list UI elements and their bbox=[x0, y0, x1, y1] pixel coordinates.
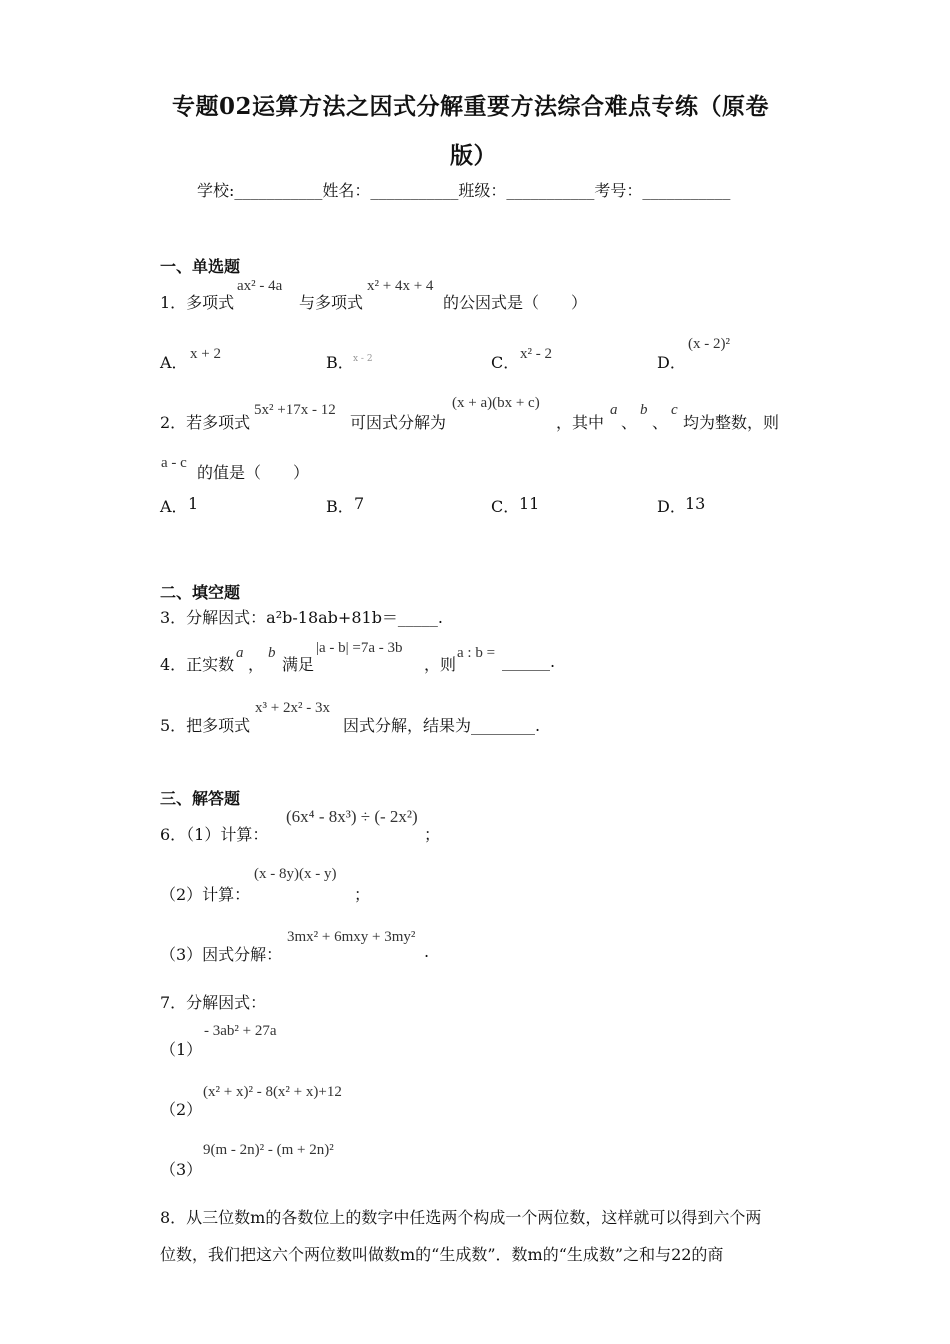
q5-expression: x³ + 2x² - 3x bbox=[255, 700, 330, 716]
q7-prefix: 7．分解因式： bbox=[160, 993, 267, 1012]
q6-part-3-end: . bbox=[424, 942, 430, 961]
section-heading-single-choice: 一、单选题 bbox=[160, 257, 241, 276]
q1-option-a-expression: x + 2 bbox=[190, 346, 221, 362]
q2-prefix: 2．若多项式 bbox=[160, 413, 251, 432]
q2-option-c-value: 11 bbox=[519, 494, 540, 513]
q2-expression-3: a - c bbox=[161, 455, 187, 471]
q5-prefix: 5．把多项式 bbox=[160, 716, 251, 735]
q2-separator-2: 、 bbox=[652, 413, 669, 432]
q7-part-2-expression: (x² + x)² - 8(x² + x)+12 bbox=[203, 1084, 342, 1100]
q2-tail-1: ，其中 bbox=[556, 413, 605, 432]
q4-expression: |a - b| =7a - 3b bbox=[316, 640, 403, 656]
q8-line-2: 位数，我们把这六个两位数叫做数m的“生成数”．数m的“生成数”之和与22的商 bbox=[160, 1245, 724, 1264]
q4-prefix: 4．正实数 bbox=[160, 655, 235, 674]
q2-expression-1: 5x² +17x - 12 bbox=[254, 402, 336, 418]
q2-tail-3: 的值是（ ） bbox=[197, 463, 310, 482]
section-heading-fill-in: 二、填空题 bbox=[160, 583, 241, 602]
q1-connector: 与多项式 bbox=[299, 293, 364, 312]
q6-part-1-expression: (6x⁴ - 8x³) ÷ (- 2x²) bbox=[286, 807, 418, 826]
q6-part-3-label: （3）因式分解： bbox=[160, 945, 283, 964]
q2-var-b: b bbox=[640, 402, 648, 418]
q6-part-2-expression: (x - 8y)(x - y) bbox=[254, 866, 337, 882]
q1-prefix: 1．多项式 bbox=[160, 293, 235, 312]
q2-option-d-label: D． bbox=[657, 497, 686, 516]
q1-option-c-label: C． bbox=[491, 353, 520, 372]
q6-part-1-label: 6．（1）计算： bbox=[160, 825, 269, 844]
page-title-continued: 版） bbox=[450, 142, 497, 169]
q7-part-1-expression: - 3ab² + 27a bbox=[204, 1023, 277, 1039]
q7-part-3-label: （3） bbox=[160, 1160, 203, 1179]
q2-var-c: c bbox=[671, 402, 678, 418]
q5-tail: 因式分解，结果为________. bbox=[343, 716, 541, 735]
q7-part-1-label: （1） bbox=[160, 1040, 203, 1059]
q2-tail-2: 均为整数，则 bbox=[683, 413, 780, 432]
q2-option-a-label: A． bbox=[160, 497, 188, 516]
question-3: 3．分解因式：a²b-18ab+81b＝_____. bbox=[160, 608, 444, 627]
q2-separator-1: 、 bbox=[621, 413, 638, 432]
q1-expression-1: ax² - 4a bbox=[237, 278, 283, 294]
q4-tail: ，则 bbox=[424, 655, 457, 674]
page-title: 专题02运算方法之因式分解重要方法综合难点专练（原卷 bbox=[172, 93, 770, 120]
q7-part-3-expression: 9(m - 2n)² - (m + 2n)² bbox=[203, 1142, 334, 1158]
section-heading-solutions: 三、解答题 bbox=[160, 789, 241, 808]
q4-connector: 满足 bbox=[282, 655, 315, 674]
q2-var-a: a bbox=[610, 402, 618, 418]
q6-part-2-label: （2）计算： bbox=[160, 885, 251, 904]
q4-ratio-expression: a : b = bbox=[457, 645, 496, 661]
student-info-line: 学校:___________姓名：___________班级：___________考号：___________ bbox=[197, 181, 731, 200]
q8-line-1: 8．从三位数m的各数位上的数字中任选两个构成一个两位数，这样就可以得到六个两 bbox=[160, 1208, 762, 1227]
q7-part-2-label: （2） bbox=[160, 1100, 203, 1119]
q2-connector: 可因式分解为 bbox=[350, 413, 447, 432]
q4-comma: ， bbox=[248, 655, 265, 674]
q2-expression-2: (x + a)(bx + c) bbox=[452, 395, 540, 411]
q1-question-tail: 的公因式是（ ） bbox=[443, 293, 588, 312]
q1-option-a-label: A． bbox=[160, 353, 188, 372]
q4-answer-blank: ______. bbox=[502, 652, 556, 671]
q6-part-2-end: ； bbox=[354, 885, 371, 904]
q1-option-d-label: D． bbox=[657, 353, 686, 372]
q4-var-a: a bbox=[236, 645, 244, 661]
q2-option-a-value: 1 bbox=[188, 494, 199, 513]
q1-option-c-expression: x² - 2 bbox=[520, 346, 552, 362]
q2-option-c-label: C． bbox=[491, 497, 520, 516]
q1-option-b-label: B． bbox=[326, 353, 354, 372]
q6-part-1-end: ； bbox=[424, 825, 441, 844]
q1-expression-2: x² + 4x + 4 bbox=[367, 278, 434, 294]
q2-option-b-label: B． bbox=[326, 497, 354, 516]
q1-option-d-expression: (x - 2)² bbox=[688, 336, 730, 352]
q2-option-b-value: 7 bbox=[354, 494, 365, 513]
q6-part-3-expression: 3mx² + 6mxy + 3my² bbox=[287, 929, 416, 945]
q4-var-b: b bbox=[268, 645, 276, 661]
q2-option-d-value: 13 bbox=[685, 494, 706, 513]
q1-option-b-expression: x - 2 bbox=[353, 354, 373, 364]
